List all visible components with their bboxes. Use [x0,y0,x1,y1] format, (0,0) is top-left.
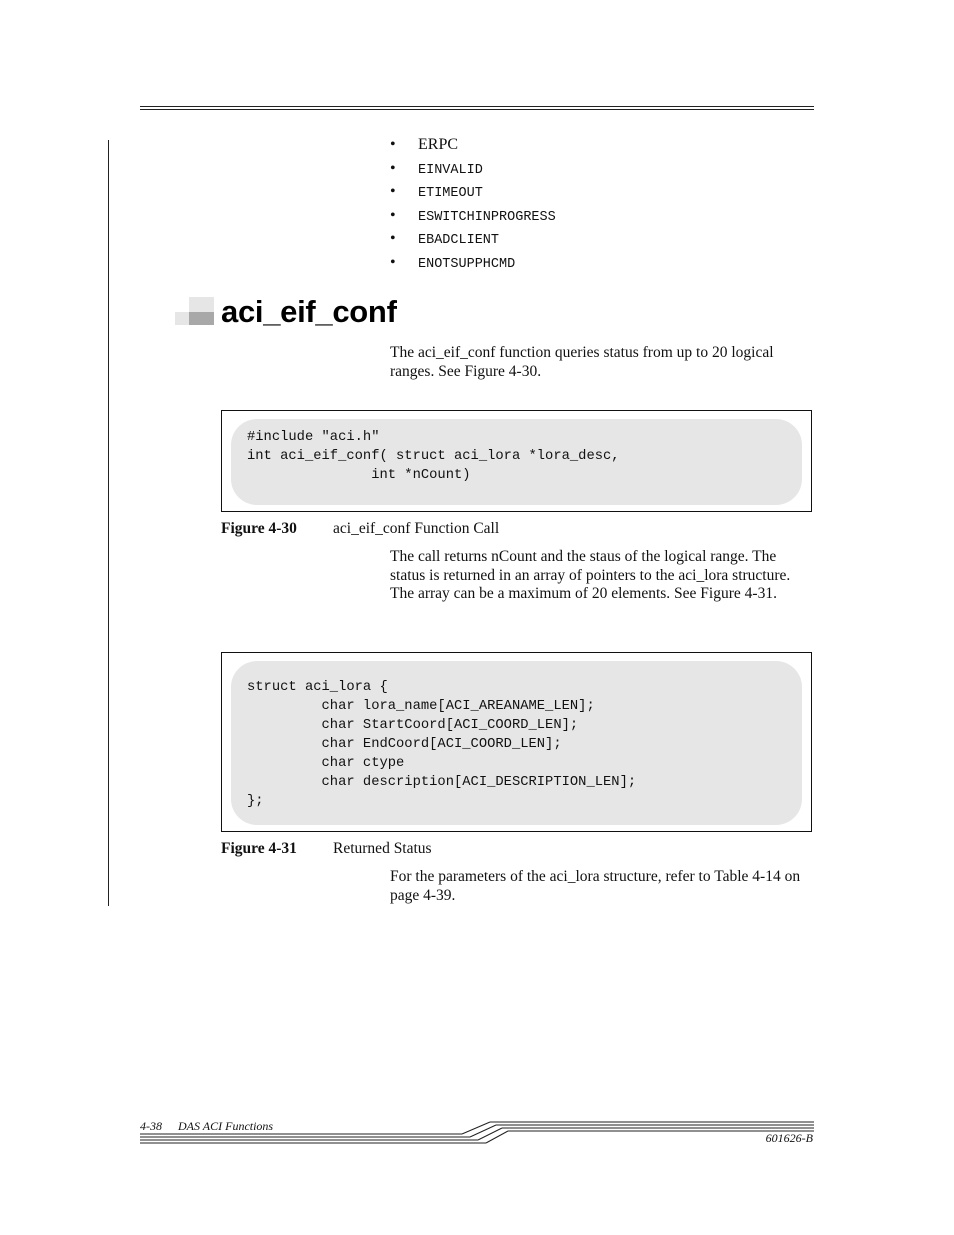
bullet-icon: • [390,230,396,247]
figure-title: Returned Status [333,840,432,857]
bullet-icon: • [390,136,396,153]
heading-decoration-icon [175,312,189,325]
figure-caption [221,520,499,538]
code-figure-30 [221,410,812,512]
error-code-list [390,134,556,275]
code-background [231,661,802,825]
list-item: • EINVALID [390,159,483,178]
code-block: struct aci_lora { char lora_name[ACI_AREANAME_LEN]; char StartCoord[ACI_COORD_LEN]; char EndCoord[ACI_COORD_LEN]; char ctype char description[ACI_DESCRIPTION_LEN]; }; [247,680,637,809]
figure-number: Figure 4-30 [221,520,297,537]
bullet-icon: • [390,183,396,200]
figure-title: aci_eif_conf Function Call [333,520,500,537]
section-heading: aci_eif_conf [221,294,397,329]
header-rule [140,106,814,107]
figure-caption [221,840,432,858]
heading-decoration-icon [189,312,214,325]
reference-paragraph: For the parameters of the aci_lora structure, refer to Table 4-14 on page 4-39. [390,868,801,904]
bullet-icon: • [390,206,396,224]
list-item: • ETIMEOUT [390,183,483,201]
bullet-icon: • [390,159,396,177]
bullet-icon: • [390,253,396,271]
list-item: • ENOTSUPPHCMD [390,253,516,272]
list-item: • ESWITCHINPROGRESS [390,206,556,225]
code-figure-31 [221,652,812,832]
code-block: #include "aci.h" int aci_eif_conf( struct aci_lora *lora_desc, int *nCount) [247,430,620,483]
page-number: 4-38 [140,1119,162,1133]
doc-number: 601626-B [765,1131,813,1145]
list-item: • EBADCLIENT [390,230,500,248]
return-paragraph: The call returns nCount and the staus of the logical range. The status is returned in an array of pointers to the aci_lora structure. The array can be a maximum of 20 elements. See Figure 4-31. [390,548,791,602]
heading-decoration-icon [189,297,214,312]
footer-left [140,1119,273,1134]
intro-paragraph: The aci_eif_conf function queries status from up to 20 logical ranges. See Figure 4-30. [390,344,774,380]
code-background [231,419,802,505]
list-item: • ERPC [390,134,556,158]
header-rule-2 [140,109,814,110]
figure-number: Figure 4-31 [221,840,297,857]
footer-section: DAS ACI Functions [178,1119,274,1133]
change-bar [108,140,109,906]
